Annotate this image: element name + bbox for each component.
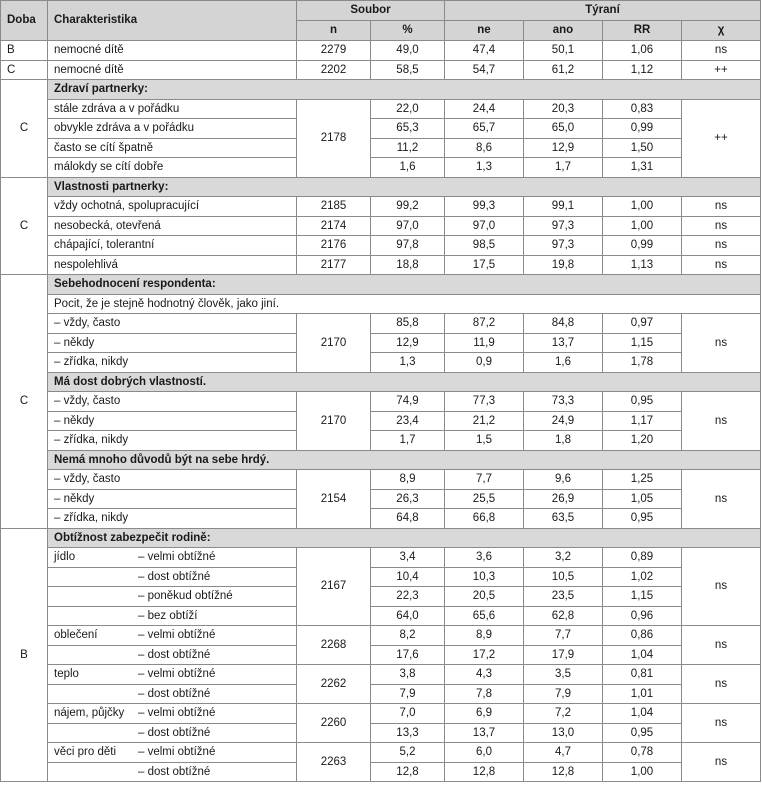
cell-rr: 0,81 bbox=[603, 665, 682, 685]
header-ano: ano bbox=[524, 21, 603, 41]
cell-label bbox=[48, 606, 297, 626]
section-title: Vlastnosti partnerky: bbox=[48, 177, 761, 197]
cell-label: stále zdráva a v pořádku bbox=[48, 99, 297, 119]
cell-chi: ns bbox=[682, 470, 761, 529]
header-chi: χ bbox=[682, 21, 761, 41]
group-name: teplo bbox=[54, 668, 79, 680]
table-row bbox=[1, 548, 761, 568]
cell-chi: ns bbox=[682, 704, 761, 743]
cell-ano: 24,9 bbox=[524, 411, 603, 431]
cell-doba: C bbox=[1, 60, 48, 80]
cell-label bbox=[48, 684, 297, 704]
header-rr: RR bbox=[603, 21, 682, 41]
cell-ano: 26,9 bbox=[524, 489, 603, 509]
cell-rr: 1,04 bbox=[603, 645, 682, 665]
cell-rr: 0,78 bbox=[603, 743, 682, 763]
cell-label bbox=[48, 626, 297, 646]
table-row bbox=[1, 704, 761, 724]
cell-ne: 65,6 bbox=[445, 606, 524, 626]
cell-rr: 1,01 bbox=[603, 684, 682, 704]
cell-label: – vždy, často bbox=[48, 314, 297, 334]
cell-ne: 6,9 bbox=[445, 704, 524, 724]
cell-rr: 1,20 bbox=[603, 431, 682, 451]
cell-label bbox=[48, 762, 297, 782]
row-label: – dost obtížné bbox=[138, 687, 211, 700]
cell-pct: 7,9 bbox=[371, 684, 445, 704]
cell-label: málokdy se cítí dobře bbox=[48, 158, 297, 178]
cell-n: 2263 bbox=[297, 743, 371, 782]
table-row bbox=[1, 255, 761, 275]
cell-n: 2167 bbox=[297, 548, 371, 626]
cell-rr: 1,00 bbox=[603, 762, 682, 782]
cell-rr: 0,89 bbox=[603, 548, 682, 568]
cell-label: obvykle zdráva a v pořádku bbox=[48, 119, 297, 139]
cell-chi: ns bbox=[682, 626, 761, 665]
cell-label bbox=[48, 645, 297, 665]
cell-ne: 87,2 bbox=[445, 314, 524, 334]
cell-pct: 65,3 bbox=[371, 119, 445, 139]
cell-ne: 10,3 bbox=[445, 567, 524, 587]
cell-ne: 4,3 bbox=[445, 665, 524, 685]
cell-ne: 17,5 bbox=[445, 255, 524, 275]
cell-label: – zřídka, nikdy bbox=[48, 431, 297, 451]
cell-n: 2176 bbox=[297, 236, 371, 256]
cell-ne: 0,9 bbox=[445, 353, 524, 373]
section-title: Sebehodnocení respondenta: bbox=[48, 275, 761, 295]
cell-ne: 66,8 bbox=[445, 509, 524, 529]
cell-ano: 3,5 bbox=[524, 665, 603, 685]
subsection-row bbox=[1, 450, 761, 470]
cell-ano: 4,7 bbox=[524, 743, 603, 763]
cell-label: chápající, tolerantní bbox=[48, 236, 297, 256]
cell-pct: 7,0 bbox=[371, 704, 445, 724]
header-soubor: Soubor bbox=[297, 1, 445, 21]
table-row bbox=[1, 645, 761, 665]
table-row bbox=[1, 684, 761, 704]
cell-ne: 8,9 bbox=[445, 626, 524, 646]
cell-pct: 64,8 bbox=[371, 509, 445, 529]
section-row bbox=[1, 528, 761, 548]
cell-pct: 26,3 bbox=[371, 489, 445, 509]
cell-ano: 61,2 bbox=[524, 60, 603, 80]
cell-label bbox=[48, 567, 297, 587]
cell-pct: 18,8 bbox=[371, 255, 445, 275]
cell-ano: 1,8 bbox=[524, 431, 603, 451]
cell-pct: 64,0 bbox=[371, 606, 445, 626]
cell-rr: 1,06 bbox=[603, 41, 682, 61]
header-ne: ne bbox=[445, 21, 524, 41]
cell-pct: 5,2 bbox=[371, 743, 445, 763]
cell-pct: 22,3 bbox=[371, 587, 445, 607]
cell-label: nesobecká, otevřená bbox=[48, 216, 297, 236]
cell-chi: ns bbox=[682, 216, 761, 236]
cell-label bbox=[48, 548, 297, 568]
row-label: – poněkud obtížné bbox=[138, 590, 233, 602]
row-label: – velmi obtížné bbox=[138, 707, 216, 719]
cell-rr: 1,04 bbox=[603, 704, 682, 724]
cell-rr: 1,02 bbox=[603, 567, 682, 587]
cell-doba: C bbox=[1, 275, 48, 529]
cell-rr: 1,15 bbox=[603, 587, 682, 607]
cell-label: nemocné dítě bbox=[48, 60, 297, 80]
cell-chi: ns bbox=[682, 314, 761, 373]
cell-pct: 8,9 bbox=[371, 470, 445, 490]
table-row bbox=[1, 333, 761, 353]
cell-ne: 47,4 bbox=[445, 41, 524, 61]
cell-pct: 58,5 bbox=[371, 60, 445, 80]
cell-chi: ns bbox=[682, 197, 761, 217]
group-name: oblečení bbox=[54, 629, 98, 641]
cell-rr: 1,25 bbox=[603, 470, 682, 490]
cell-ano: 13,0 bbox=[524, 723, 603, 743]
cell-pct: 49,0 bbox=[371, 41, 445, 61]
cell-n: 2178 bbox=[297, 99, 371, 177]
cell-ano: 23,5 bbox=[524, 587, 603, 607]
cell-pct: 74,9 bbox=[371, 392, 445, 412]
cell-n: 2260 bbox=[297, 704, 371, 743]
cell-rr: 1,00 bbox=[603, 197, 682, 217]
section-row bbox=[1, 80, 761, 100]
cell-ano: 84,8 bbox=[524, 314, 603, 334]
cell-n: 2154 bbox=[297, 470, 371, 529]
table-row bbox=[1, 470, 761, 490]
group-name: nájem, půjčky bbox=[54, 707, 125, 719]
subsection-title: Nemá mnoho důvodů být na sebe hrdý. bbox=[48, 450, 761, 470]
cell-ano: 9,6 bbox=[524, 470, 603, 490]
cell-n: 2279 bbox=[297, 41, 371, 61]
cell-rr: 1,05 bbox=[603, 489, 682, 509]
cell-pct: 1,6 bbox=[371, 158, 445, 178]
cell-n: 2262 bbox=[297, 665, 371, 704]
cell-pct: 3,4 bbox=[371, 548, 445, 568]
cell-ano: 73,3 bbox=[524, 392, 603, 412]
cell-ne: 8,6 bbox=[445, 138, 524, 158]
table-row bbox=[1, 158, 761, 178]
cell-pct: 97,8 bbox=[371, 236, 445, 256]
cell-rr: 0,97 bbox=[603, 314, 682, 334]
cell-ano: 7,7 bbox=[524, 626, 603, 646]
cell-label: – někdy bbox=[48, 333, 297, 353]
cell-ano: 97,3 bbox=[524, 236, 603, 256]
cell-ano: 12,8 bbox=[524, 762, 603, 782]
table-row bbox=[1, 236, 761, 256]
row-label: – dost obtížné bbox=[138, 570, 211, 583]
row-label: – velmi obtížné bbox=[138, 746, 216, 758]
cell-label bbox=[48, 743, 297, 763]
cell-pct: 10,4 bbox=[371, 567, 445, 587]
cell-label bbox=[48, 587, 297, 607]
cell-ne: 3,6 bbox=[445, 548, 524, 568]
table-row bbox=[1, 723, 761, 743]
cell-rr: 0,95 bbox=[603, 723, 682, 743]
cell-ne: 7,8 bbox=[445, 684, 524, 704]
table-row bbox=[1, 216, 761, 236]
cell-n: 2170 bbox=[297, 392, 371, 451]
header-charakteristika: Charakteristika bbox=[48, 1, 297, 41]
header-n: n bbox=[297, 21, 371, 41]
cell-pct: 8,2 bbox=[371, 626, 445, 646]
cell-pct: 23,4 bbox=[371, 411, 445, 431]
cell-doba: C bbox=[1, 177, 48, 275]
section-title: Zdraví partnerky: bbox=[48, 80, 761, 100]
header-doba: Doba bbox=[1, 1, 48, 41]
cell-ne: 24,4 bbox=[445, 99, 524, 119]
cell-ne: 1,3 bbox=[445, 158, 524, 178]
cell-ne: 20,5 bbox=[445, 587, 524, 607]
cell-rr: 0,99 bbox=[603, 236, 682, 256]
table-row bbox=[1, 606, 761, 626]
cell-ne: 21,2 bbox=[445, 411, 524, 431]
subsection-title: Má dost dobrých vlastností. bbox=[48, 372, 761, 392]
table-row bbox=[1, 138, 761, 158]
cell-doba: C bbox=[1, 80, 48, 178]
table-row bbox=[1, 626, 761, 646]
cell-ne: 77,3 bbox=[445, 392, 524, 412]
cell-n: 2202 bbox=[297, 60, 371, 80]
table-row bbox=[1, 567, 761, 587]
cell-doba: B bbox=[1, 528, 48, 782]
cell-ne: 13,7 bbox=[445, 723, 524, 743]
cell-label: vždy ochotná, spolupracující bbox=[48, 197, 297, 217]
row-label: – dost obtížné bbox=[138, 648, 211, 661]
cell-ano: 50,1 bbox=[524, 41, 603, 61]
cell-label bbox=[48, 704, 297, 724]
cell-ano: 62,8 bbox=[524, 606, 603, 626]
cell-ano: 10,5 bbox=[524, 567, 603, 587]
section-title: Obtížnost zabezpečit rodině: bbox=[48, 528, 761, 548]
cell-ano: 65,0 bbox=[524, 119, 603, 139]
cell-ne: 25,5 bbox=[445, 489, 524, 509]
cell-ano: 1,6 bbox=[524, 353, 603, 373]
cell-pct: 3,8 bbox=[371, 665, 445, 685]
cell-pct: 17,6 bbox=[371, 645, 445, 665]
cell-pct: 99,2 bbox=[371, 197, 445, 217]
cell-label: – někdy bbox=[48, 411, 297, 431]
table-row bbox=[1, 762, 761, 782]
table-row bbox=[1, 431, 761, 451]
table-row bbox=[1, 353, 761, 373]
group-name: věci pro děti bbox=[54, 746, 117, 758]
cell-n: 2170 bbox=[297, 314, 371, 373]
table-row bbox=[1, 411, 761, 431]
row-label: – velmi obtížné bbox=[138, 668, 216, 680]
cell-pct: 97,0 bbox=[371, 216, 445, 236]
cell-ano: 7,2 bbox=[524, 704, 603, 724]
cell-rr: 1,31 bbox=[603, 158, 682, 178]
cell-rr: 0,95 bbox=[603, 509, 682, 529]
cell-ano: 1,7 bbox=[524, 158, 603, 178]
cell-ano: 3,2 bbox=[524, 548, 603, 568]
cell-ne: 7,7 bbox=[445, 470, 524, 490]
cell-ne: 1,5 bbox=[445, 431, 524, 451]
cell-chi: ns bbox=[682, 255, 761, 275]
cell-ano: 63,5 bbox=[524, 509, 603, 529]
cell-chi: ns bbox=[682, 665, 761, 704]
cell-pct: 12,9 bbox=[371, 333, 445, 353]
table-row bbox=[1, 99, 761, 119]
subsection-row bbox=[1, 372, 761, 392]
cell-ano: 13,7 bbox=[524, 333, 603, 353]
cell-rr: 1,17 bbox=[603, 411, 682, 431]
cell-ano: 17,9 bbox=[524, 645, 603, 665]
row-label: – dost obtížné bbox=[138, 726, 211, 739]
cell-ano: 97,3 bbox=[524, 216, 603, 236]
cell-pct: 12,8 bbox=[371, 762, 445, 782]
cell-n: 2185 bbox=[297, 197, 371, 217]
cell-ne: 65,7 bbox=[445, 119, 524, 139]
cell-label: často se cítí špatně bbox=[48, 138, 297, 158]
cell-pct: 1,3 bbox=[371, 353, 445, 373]
cell-rr: 0,86 bbox=[603, 626, 682, 646]
cell-ano: 12,9 bbox=[524, 138, 603, 158]
table-row bbox=[1, 314, 761, 334]
cell-label: – vždy, často bbox=[48, 392, 297, 412]
row-label: – velmi obtížné bbox=[138, 551, 216, 563]
cell-ano: 20,3 bbox=[524, 99, 603, 119]
subsection-row bbox=[1, 294, 761, 314]
header-pct: % bbox=[371, 21, 445, 41]
cell-label: – zřídka, nikdy bbox=[48, 509, 297, 529]
cell-ne: 99,3 bbox=[445, 197, 524, 217]
cell-chi: ns bbox=[682, 236, 761, 256]
cell-pct: 1,7 bbox=[371, 431, 445, 451]
cell-ne: 97,0 bbox=[445, 216, 524, 236]
cell-label: – zřídka, nikdy bbox=[48, 353, 297, 373]
cell-rr: 1,50 bbox=[603, 138, 682, 158]
cell-rr: 0,95 bbox=[603, 392, 682, 412]
cell-chi: ns bbox=[682, 392, 761, 451]
cell-ne: 17,2 bbox=[445, 645, 524, 665]
cell-pct: 11,2 bbox=[371, 138, 445, 158]
cell-pct: 85,8 bbox=[371, 314, 445, 334]
row-label: – dost obtížné bbox=[138, 765, 211, 778]
cell-rr: 1,00 bbox=[603, 216, 682, 236]
cell-ne: 54,7 bbox=[445, 60, 524, 80]
cell-ne: 12,8 bbox=[445, 762, 524, 782]
cell-rr: 0,83 bbox=[603, 99, 682, 119]
cell-label: nespolehlivá bbox=[48, 255, 297, 275]
cell-ne: 6,0 bbox=[445, 743, 524, 763]
cell-ano: 99,1 bbox=[524, 197, 603, 217]
cell-rr: 1,78 bbox=[603, 353, 682, 373]
table-row bbox=[1, 743, 761, 763]
cell-label bbox=[48, 665, 297, 685]
cell-ne: 98,5 bbox=[445, 236, 524, 256]
table-row bbox=[1, 509, 761, 529]
cell-label bbox=[48, 723, 297, 743]
cell-doba: B bbox=[1, 41, 48, 61]
cell-pct: 13,3 bbox=[371, 723, 445, 743]
cell-n: 2174 bbox=[297, 216, 371, 236]
cell-chi: ns bbox=[682, 41, 761, 61]
table-row bbox=[1, 41, 761, 61]
table-row bbox=[1, 489, 761, 509]
cell-chi: ns bbox=[682, 743, 761, 782]
header-tyrani: Týraní bbox=[445, 1, 761, 21]
cell-pct: 22,0 bbox=[371, 99, 445, 119]
cell-rr: 0,99 bbox=[603, 119, 682, 139]
table-row bbox=[1, 392, 761, 412]
cell-chi: ++ bbox=[682, 99, 761, 177]
table-row bbox=[1, 665, 761, 685]
table-row bbox=[1, 587, 761, 607]
cell-ano: 7,9 bbox=[524, 684, 603, 704]
subsection-title: Pocit, že je stejně hodnotný člověk, jako jiní. bbox=[48, 294, 761, 314]
cell-rr: 0,96 bbox=[603, 606, 682, 626]
cell-chi: ++ bbox=[682, 60, 761, 80]
cell-ne: 11,9 bbox=[445, 333, 524, 353]
section-row bbox=[1, 177, 761, 197]
row-label: – velmi obtížné bbox=[138, 629, 216, 641]
cell-ano: 19,8 bbox=[524, 255, 603, 275]
row-label: – bez obtíží bbox=[138, 609, 198, 622]
section-row bbox=[1, 275, 761, 295]
cell-n: 2268 bbox=[297, 626, 371, 665]
table-row bbox=[1, 197, 761, 217]
group-name: jídlo bbox=[54, 551, 76, 563]
cell-rr: 1,12 bbox=[603, 60, 682, 80]
cell-chi: ns bbox=[682, 548, 761, 626]
cell-n: 2177 bbox=[297, 255, 371, 275]
cell-label: nemocné dítě bbox=[48, 41, 297, 61]
table-row bbox=[1, 60, 761, 80]
cell-rr: 1,13 bbox=[603, 255, 682, 275]
cell-rr: 1,15 bbox=[603, 333, 682, 353]
cell-label: – někdy bbox=[48, 489, 297, 509]
cell-label: – vždy, často bbox=[48, 470, 297, 490]
table-row bbox=[1, 119, 761, 139]
